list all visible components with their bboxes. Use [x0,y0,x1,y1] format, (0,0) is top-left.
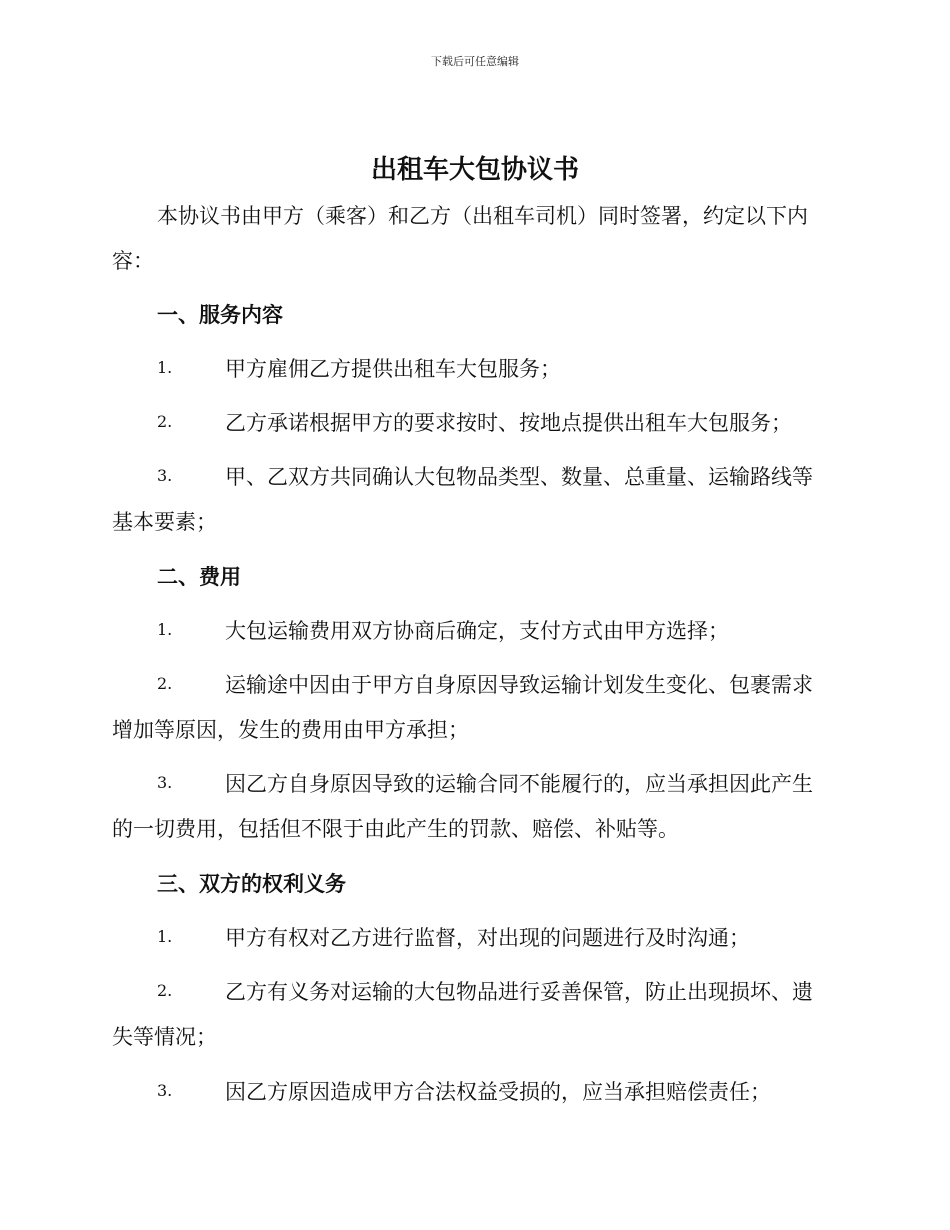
list-item-text: 甲方雇佣乙方提供出租车大包服务； [225,357,561,381]
list-item-text: 因乙方原因造成甲方合法权益受损的，应当承担赔偿责任； [225,1080,771,1104]
list-item-text: 甲方有权对乙方进行监督，对出现的问题进行及时沟通； [225,926,750,950]
section-heading-rights: 三、双方的权利义务 [157,872,346,896]
list-item-continuation: 的一切费用，包括但不限于由此产生的罚款、赔偿、补贴等。 [112,817,679,841]
list-item-number: 2. [157,981,173,1000]
list-item-number: 3. [157,466,173,485]
intro-paragraph-line-1: 本协议书由甲方（乘客）和乙方（出租车司机）同时签署，约定以下内 [157,204,808,228]
section-heading-service: 一、服务内容 [157,303,283,327]
list-item-number: 2. [157,674,173,693]
list-item-number: 1. [157,620,173,639]
section-heading-fees: 二、费用 [157,565,241,589]
intro-paragraph-line-2: 容： [112,249,154,273]
list-item-number: 3. [157,1081,173,1100]
list-item-number: 2. [157,412,173,431]
list-item-text: 运输途中因由于甲方自身原因导致运输计划发生变化、包裹需求 [225,673,813,697]
document-title: 出租车大包协议书 [370,155,579,185]
list-item-text: 大包运输费用双方协商后确定，支付方式由甲方选择； [225,619,729,643]
page-header-note: 下载后可任意编辑 [431,55,519,68]
list-item-number: 1. [157,358,173,377]
list-item-number: 3. [157,773,173,792]
list-item-continuation: 增加等原因，发生的费用由甲方承担； [112,718,469,742]
list-item-text: 甲、乙双方共同确认大包物品类型、数量、总重量、运输路线等 [225,465,813,489]
list-item-continuation: 基本要素； [112,510,217,534]
list-item-text: 乙方承诺根据甲方的要求按时、按地点提供出租车大包服务； [225,411,792,435]
list-item-number: 1. [157,927,173,946]
list-item-text: 乙方有义务对运输的大包物品进行妥善保管，防止出现损坏、遗 [225,980,813,1004]
list-item-continuation: 失等情况； [112,1025,217,1049]
list-item-text: 因乙方自身原因导致的运输合同不能履行的，应当承担因此产生 [225,772,813,796]
